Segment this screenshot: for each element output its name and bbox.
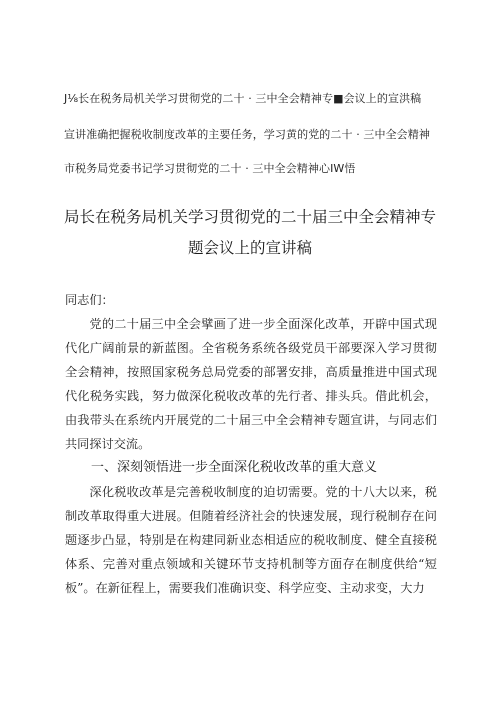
header-line-3: 市税务局党委书记学习贯彻党的二十 · 三中全会精神心IW悟 (64, 162, 356, 175)
paragraph-1: 党的二十届三中全会擘画了进一步全面深化改革，开辟中国式现代化广阔前景的新蓝图。全省税务系统各级党员干部要深入学习贯彻全会精神，按照国家税务总局党委的部署安排，高质量推进中国式现代化税务实践，努力做深化税收改革的先行者、排头兵。借此机会，由我带头在系统内开展党的二十届三中全会精神专题宣讲，与同志们共同探讨交流。 (65, 317, 437, 451)
salutation: 同志们： (65, 293, 114, 307)
header-line-2: 宣讲准确把握税收制度改革的主要任务，学习黄的党的二十 · 三中全会精神 (64, 128, 430, 141)
document-title-line-2: 题会议上的宣讲稿 (187, 239, 312, 257)
paragraph-2: 深化税收改革是完善税收制度的迫切需要。党的十八大以来，税制改革取得重大进展。但随着经济社会的快速发展，现行税制存在问题逐步凸显，特别是在构建同新业态相适应的税收制度、健全直接税体系、完善对重点领域和关键环节支持机制等方面存在制度供给“短板”。在新征程上，需要我们准确识变、科学应变、主动求变，大力 (65, 485, 437, 595)
section-heading: 一、深刻领悟进一步全面深化税收改革的重大意义 (91, 460, 378, 475)
header-line-1: J⅛长在税务局机关学习贯彻党的二十 · 三中全会精神专■会议上的宣洪稿 (64, 92, 422, 105)
document-title-line-1: 局长在税务局机关学习贯彻党的二十届三中全会精神专 (63, 208, 436, 226)
